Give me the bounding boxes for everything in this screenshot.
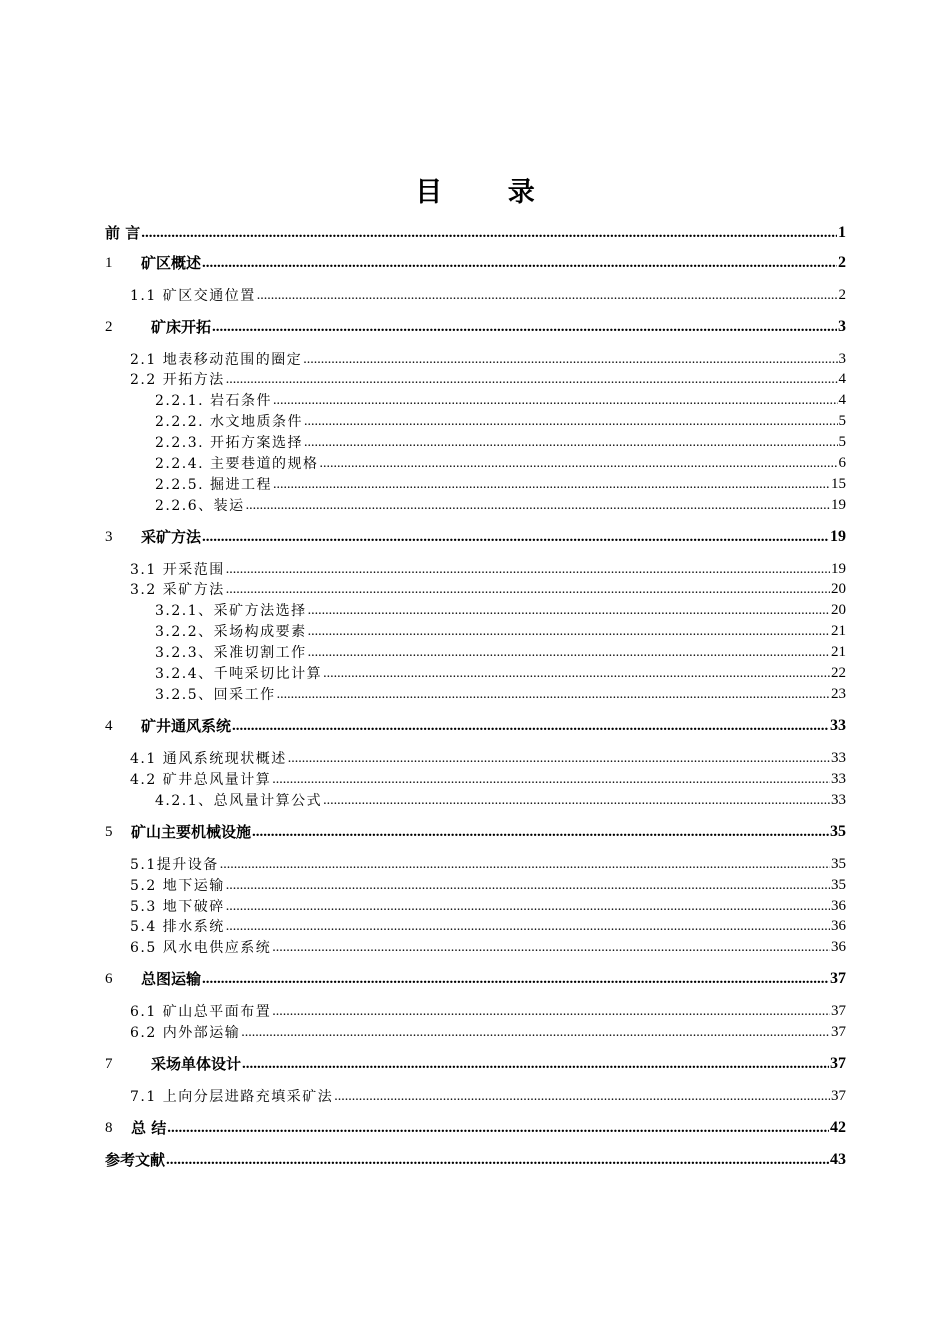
- toc-entry-number: 8: [105, 1120, 113, 1136]
- toc-entry[interactable]: [130, 576, 846, 597]
- toc-entry-label: 5.4 排水系统: [130, 919, 225, 935]
- toc-entry-page-number: 36: [831, 898, 846, 914]
- toc-entry-page-number: 3: [838, 318, 846, 335]
- toc-entry-page-number: 37: [830, 970, 846, 987]
- toc-entry-label: 矿山主要机械设施: [131, 823, 252, 841]
- toc-leader-dots: [166, 1154, 829, 1168]
- toc-entry[interactable]: [130, 556, 846, 577]
- toc-entry-label: 1.1 矿区交通位置: [130, 288, 256, 304]
- toc-entry-page-number: 33: [830, 717, 846, 734]
- toc-leader-dots: [226, 373, 838, 387]
- toc-entry[interactable]: [130, 934, 846, 955]
- toc-entry-page-number: 21: [831, 623, 846, 639]
- toc-entry[interactable]: [155, 681, 846, 702]
- toc-entry-page-number: 36: [831, 939, 846, 955]
- toc-leader-dots: [226, 563, 830, 577]
- toc-entry-label: 6.2 内外部运输: [130, 1025, 241, 1041]
- toc-entry-label: 2.2.3. 开拓方案选择: [155, 435, 304, 451]
- toc-leader-dots: [334, 1090, 830, 1104]
- toc-leader-dots: [323, 667, 830, 681]
- toc-entry[interactable]: [130, 893, 846, 914]
- toc-entry-number: 4: [105, 718, 113, 734]
- toc-leader-dots: [272, 773, 830, 787]
- toc-entry-label: 4.2 矿井总风量计算: [130, 772, 272, 788]
- toc-entry-label: 5.1提升设备: [130, 857, 219, 873]
- toc-entry-label: 5.2 地下运输: [130, 878, 225, 894]
- toc-entry[interactable]: [155, 639, 846, 660]
- toc-leader-dots: [257, 289, 838, 303]
- toc-entry-page-number: 20: [831, 581, 846, 597]
- page-title: 目 录: [415, 177, 563, 208]
- toc-entry-label: 6.1 矿山总平面布置: [130, 1004, 272, 1020]
- toc-entry[interactable]: [155, 597, 846, 618]
- toc-entry-page-number: 4: [838, 392, 846, 408]
- toc-leader-dots: [277, 688, 830, 702]
- toc-leader-dots: [303, 353, 837, 367]
- toc-entry[interactable]: [130, 872, 846, 893]
- toc-entry[interactable]: [155, 787, 846, 808]
- toc-leader-dots: [304, 436, 837, 450]
- toc-entry-label: 2.2.6、装运: [155, 498, 245, 514]
- toc-leader-dots: [288, 752, 830, 766]
- toc-entry-page-number: 43: [830, 1151, 846, 1168]
- toc-entry[interactable]: [105, 966, 846, 987]
- toc-entry[interactable]: [105, 524, 846, 545]
- toc-entry-label: 参考文献: [105, 1151, 166, 1169]
- toc-entry[interactable]: [155, 618, 846, 639]
- toc-leader-dots: [232, 720, 829, 734]
- toc-entry[interactable]: [155, 387, 846, 408]
- toc-entry[interactable]: [155, 450, 846, 471]
- toc-leader-dots: [273, 394, 837, 408]
- toc-entry-label: 3.2.4、千吨采切比计算: [155, 666, 323, 682]
- toc-leader-dots: [242, 1058, 829, 1072]
- toc-entry-label: 矿床开拓: [151, 318, 212, 336]
- toc-entry-number: 5: [105, 824, 113, 840]
- toc-leader-dots: [226, 583, 830, 597]
- toc-entry-page-number: 35: [831, 856, 846, 872]
- toc-leader-dots: [141, 227, 837, 241]
- toc-entry-page-number: 23: [831, 686, 846, 702]
- toc-entry-number: 3: [105, 529, 113, 545]
- toc-leader-dots: [320, 457, 838, 471]
- toc-entry-page-number: 2: [838, 287, 846, 303]
- toc-entry[interactable]: [155, 492, 846, 513]
- toc-entry-label: 5.3 地下破碎: [130, 899, 225, 915]
- toc-entry[interactable]: [105, 713, 846, 734]
- toc-entry[interactable]: [130, 1083, 846, 1104]
- toc-entry[interactable]: [130, 282, 846, 303]
- toc-entry-page-number: 5: [838, 413, 846, 429]
- toc-entry[interactable]: [130, 346, 846, 367]
- toc-entry[interactable]: [155, 408, 846, 429]
- toc-entry-label: 6.5 风水电供应系统: [130, 940, 272, 956]
- toc-entry-page-number: 20: [831, 602, 846, 618]
- toc-entry-label: 总 结: [131, 1119, 167, 1137]
- toc-entry[interactable]: [105, 250, 846, 271]
- toc-entry-label: 4.1 通风系统现状概述: [130, 751, 287, 767]
- toc-entry-page-number: 37: [831, 1024, 846, 1040]
- toc-leader-dots: [241, 1026, 830, 1040]
- toc-leader-dots: [252, 826, 829, 840]
- toc-entry-label: 3.2 采矿方法: [130, 582, 225, 598]
- toc-entry-page-number: 21: [831, 644, 846, 660]
- toc-leader-dots: [308, 625, 830, 639]
- toc-leader-dots: [323, 794, 830, 808]
- toc-entry-page-number: 36: [831, 918, 846, 934]
- toc-entry-label: 采场单体设计: [151, 1055, 242, 1073]
- toc-entry-page-number: 19: [830, 528, 846, 545]
- toc-entry-label: 3.2.3、采准切割工作: [155, 645, 307, 661]
- toc-entry-page-number: 22: [831, 665, 846, 681]
- toc-entry-page-number: 37: [831, 1003, 846, 1019]
- toc-entry-label: 2.1 地表移动范围的圈定: [130, 352, 303, 368]
- toc-entry-page-number: 4: [838, 371, 846, 387]
- toc-entry-label: 3.2.5、回采工作: [155, 687, 276, 703]
- toc-entry-number: 2: [105, 319, 113, 335]
- toc-entry[interactable]: [105, 220, 846, 241]
- toc-entry[interactable]: [155, 429, 846, 450]
- toc-entry[interactable]: [155, 660, 846, 681]
- toc-entry[interactable]: [130, 851, 846, 872]
- toc-entry-label: 3.2.2、采场构成要素: [155, 624, 307, 640]
- toc-entry[interactable]: [130, 366, 846, 387]
- toc-entry-page-number: 37: [830, 1055, 846, 1072]
- toc-entry-label: 7.1 上向分层进路充填采矿法: [130, 1089, 334, 1105]
- toc-leader-dots: [308, 604, 830, 618]
- toc-entry-page-number: 1: [838, 224, 846, 241]
- toc-entry[interactable]: [130, 913, 846, 934]
- toc-entry-label: 4.2.1、总风量计算公式: [155, 793, 323, 809]
- toc-entry-page-number: 3: [838, 351, 846, 367]
- toc-leader-dots: [212, 321, 837, 335]
- toc-leader-dots: [304, 415, 837, 429]
- toc-entry-label: 总图运输: [141, 970, 202, 988]
- toc-entry-label: 前 言: [105, 224, 141, 242]
- toc-entry-label: 矿井通风系统: [141, 717, 232, 735]
- toc-entry-page-number: 19: [831, 497, 846, 513]
- toc-leader-dots: [226, 900, 830, 914]
- toc-entry-page-number: 42: [830, 1119, 846, 1136]
- toc-leader-dots: [273, 478, 830, 492]
- toc-entry[interactable]: [130, 1019, 846, 1040]
- toc-entry-page-number: 5: [838, 434, 846, 450]
- toc-entry-page-number: 15: [831, 476, 846, 492]
- toc-leader-dots: [167, 1122, 829, 1136]
- toc-leader-dots: [220, 858, 830, 872]
- toc-entry-number: 7: [105, 1056, 113, 1072]
- toc-entry-page-number: 33: [831, 792, 846, 808]
- toc-entry[interactable]: [105, 819, 846, 840]
- toc-leader-dots: [202, 973, 829, 987]
- toc-entry-label: 2.2.5. 掘进工程: [155, 477, 273, 493]
- toc-leader-dots: [226, 920, 830, 934]
- toc-entry-page-number: 35: [831, 877, 846, 893]
- toc-leader-dots: [272, 941, 830, 955]
- toc-entry-page-number: 19: [831, 561, 846, 577]
- toc-entry-label: 2.2.1. 岩石条件: [155, 393, 273, 409]
- toc-leader-dots: [272, 1005, 830, 1019]
- toc-entry-page-number: 33: [831, 771, 846, 787]
- toc-entry-page-number: 35: [830, 823, 846, 840]
- toc-leader-dots: [308, 646, 830, 660]
- toc-entry-label: 3.2.1、采矿方法选择: [155, 603, 307, 619]
- toc-leader-dots: [202, 531, 829, 545]
- toc-entry[interactable]: [105, 314, 846, 335]
- toc-entry-page-number: 37: [831, 1088, 846, 1104]
- toc-entry-page-number: 33: [831, 750, 846, 766]
- toc-entry[interactable]: [105, 1115, 846, 1136]
- toc-entry-label: 3.1 开采范围: [130, 562, 225, 578]
- toc-entry-label: 2.2 开拓方法: [130, 372, 225, 388]
- toc-leader-dots: [226, 879, 830, 893]
- toc-entry[interactable]: [105, 1147, 846, 1168]
- toc-entry-page-number: 6: [838, 455, 846, 471]
- toc-entry-label: 采矿方法: [141, 528, 202, 546]
- toc-entry[interactable]: [155, 471, 846, 492]
- toc-entry-number: 1: [105, 255, 113, 271]
- toc-leader-dots: [246, 499, 830, 513]
- toc-entry-number: 6: [105, 971, 113, 987]
- toc-entry[interactable]: [130, 998, 846, 1019]
- toc-entry-label: 2.2.2. 水文地质条件: [155, 414, 304, 430]
- toc-entry[interactable]: [130, 766, 846, 787]
- toc-entry-page-number: 2: [838, 254, 846, 271]
- toc-entry[interactable]: [130, 745, 846, 766]
- toc-leader-dots: [202, 257, 837, 271]
- toc-entry-label: 2.2.4. 主要巷道的规格: [155, 456, 319, 472]
- toc-entry[interactable]: [105, 1051, 846, 1072]
- toc-entry-label: 矿区概述: [141, 254, 202, 272]
